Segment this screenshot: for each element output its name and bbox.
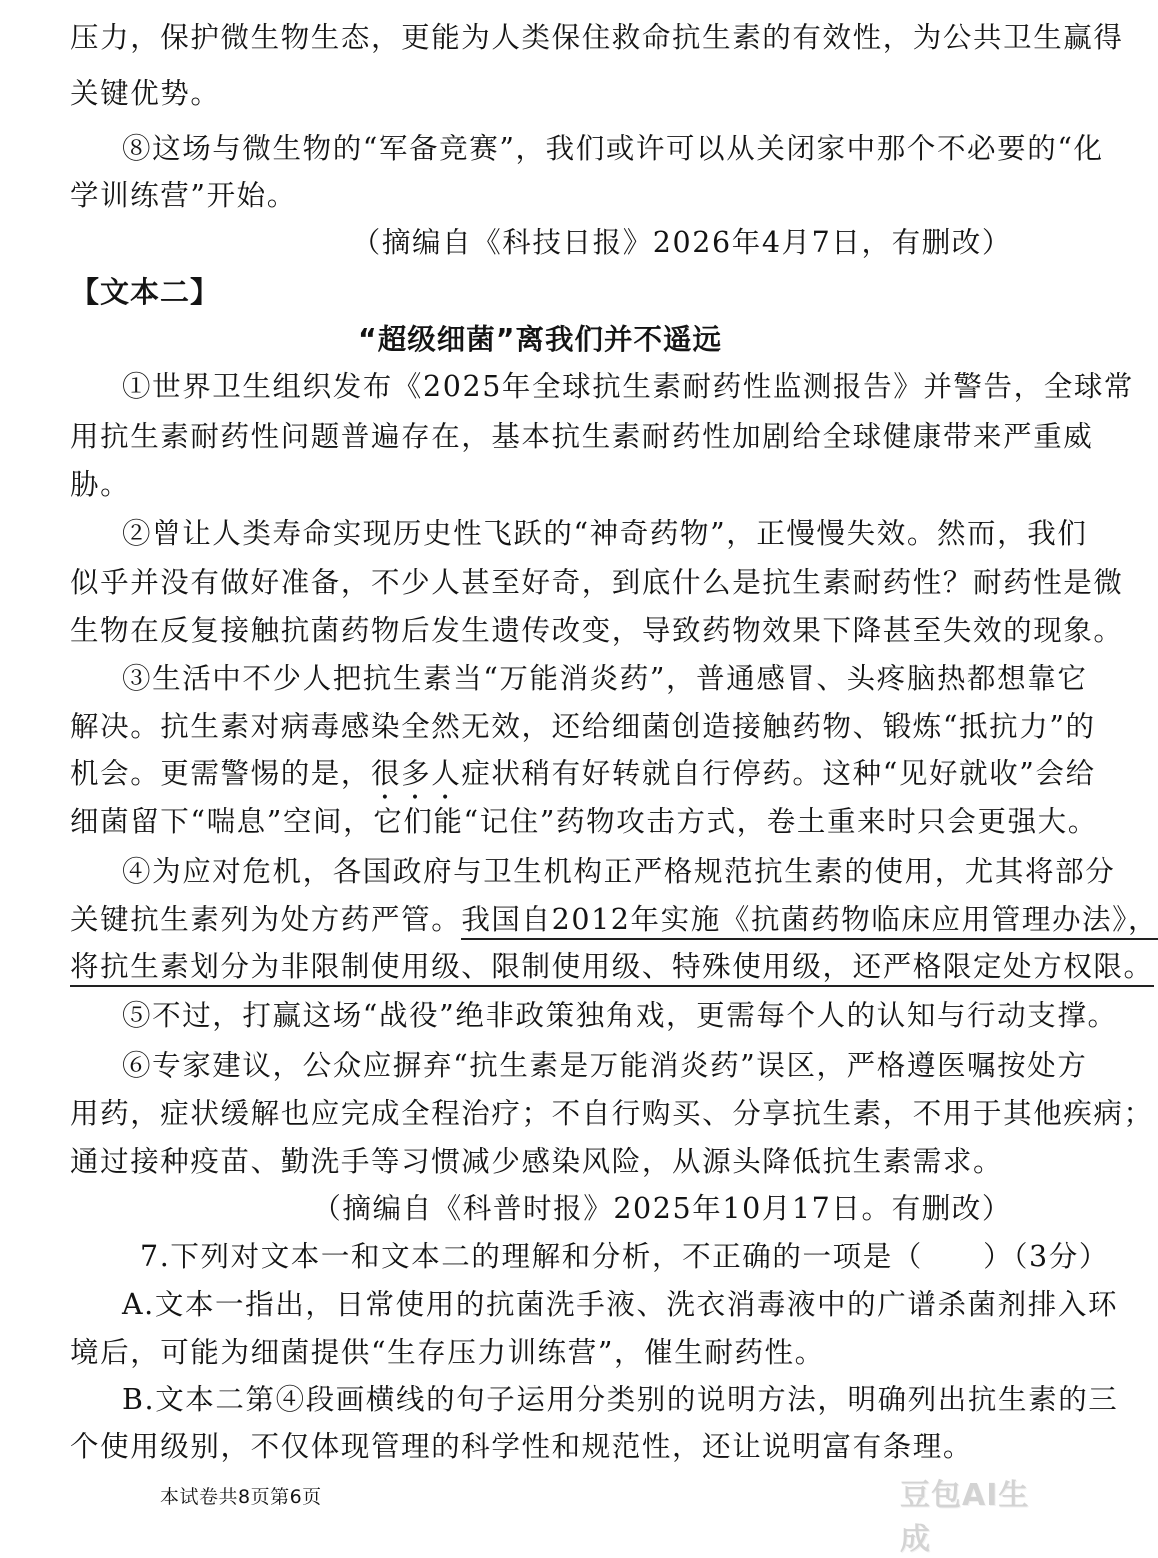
text-line-with-emphasis	[70, 754, 1096, 806]
paragraph-6: ⑥专家建议，公众应摒弃“抗生素是万能消炎药”误区，严格遵医嘱按处方	[122, 1049, 1088, 1082]
emphasis-dots-text: 很多人	[371, 757, 462, 790]
source-citation-2: （摘编自《科普时报》2025年10月17日。有删改）	[312, 1192, 1012, 1225]
text-line: 似乎并没有做好准备，不少人甚至好奇，到底什么是抗生素耐药性？耐药性是微	[70, 566, 1124, 599]
section-heading-text2: 【文本二】	[70, 275, 221, 309]
text-line: 境后，可能为细菌提供“生存压力训练营”，催生耐药性。	[70, 1336, 825, 1369]
source-citation-1: （摘编自《科技日报》2026年4月7日，有删改）	[351, 226, 1012, 259]
text-segment: 症状稍有好转就自行停药。这种“见好就收”会给	[461, 757, 1096, 790]
text-line: 个使用级别，不仅体现管理的科学性和规范性，还让说明富有条理。	[70, 1430, 974, 1463]
paragraph-8: ⑧这场与微生物的“军备竞赛”，我们或许可以从关闭家中那个不必要的“化	[122, 132, 1104, 165]
text-line: 压力，保护微生物生态，更能为人类保住救命抗生素的有效性，为公共卫生赢得	[70, 21, 1124, 54]
paragraph-1: ①世界卫生组织发布《2025年全球抗生素耐药性监测报告》并警告，全球常	[122, 370, 1135, 403]
page-footer: 本试卷共8页第6页	[160, 1486, 322, 1508]
text-line: 关键优势。	[70, 77, 221, 110]
text-line: 通过接种疫苗、勤洗手等习惯减少感染风险，从源头降低抗生素需求。	[70, 1145, 1004, 1178]
text-line: 用药，症状缓解也应完成全程治疗；不自行购买、分享抗生素，不用于其他疾病；	[70, 1097, 1154, 1130]
article-title: “超级细菌”离我们并不遥远	[358, 323, 722, 356]
paragraph-2: ②曾让人类寿命实现历史性飞跃的“神奇药物”，正慢慢失效。然而，我们	[122, 517, 1088, 550]
option-a: A.文本一指出，日常使用的抗菌洗手液、洗衣消毒液中的广谱杀菌剂排入环	[122, 1288, 1119, 1321]
text-segment: 机会。更需警惕的是，	[70, 757, 372, 790]
paragraph-4: ④为应对危机，各国政府与卫生机构正严格规范抗生素的使用，尤其将部分	[122, 855, 1116, 888]
text-line-with-underline	[70, 900, 1158, 940]
text-line: 胁。	[70, 468, 131, 501]
paragraph-3: ③生活中不少人把抗生素当“万能消炎药”，普通感冒、头疼脑热都想靠它	[122, 662, 1088, 695]
text-line: 解决。抗生素对病毒感染全然无效，还给细菌创造接触药物、锻炼“抵抗力”的	[70, 710, 1096, 743]
text-line: 生物在反复接触抗菌药物后发生遗传改变，导致药物效果下降甚至失效的现象。	[70, 614, 1124, 647]
question-7: 7.下列对文本一和文本二的理解和分析，不正确的一项是（ ）（3分）	[140, 1240, 1109, 1273]
text-line: 学训练营”开始。	[70, 179, 297, 212]
underlined-sentence-line	[70, 947, 1154, 987]
underlined-sentence: 我国自2012年实施《抗菌药物临床应用管理办法》，	[461, 903, 1158, 940]
watermark: 豆包AI生成	[900, 1478, 1030, 1557]
underlined-sentence: 将抗生素划分为非限制使用级、限制使用级、特殊使用级，还严格限定处方权限。	[70, 950, 1154, 987]
paragraph-5: ⑤不过，打赢这场“战役”绝非政策独角戏，更需每个人的认知与行动支撑。	[122, 999, 1118, 1032]
text-segment: 关键抗生素列为处方药严管。	[70, 903, 462, 936]
option-b: B.文本二第④段画横线的句子运用分类别的说明方法，明确列出抗生素的三	[122, 1383, 1119, 1416]
text-line: 用抗生素耐药性问题普遍存在，基本抗生素耐药性加剧给全球健康带来严重威	[70, 420, 1094, 453]
text-line: 细菌留下“喘息”空间，它们能“记住”药物攻击方式，卷土重来时只会更强大。	[70, 805, 1098, 838]
